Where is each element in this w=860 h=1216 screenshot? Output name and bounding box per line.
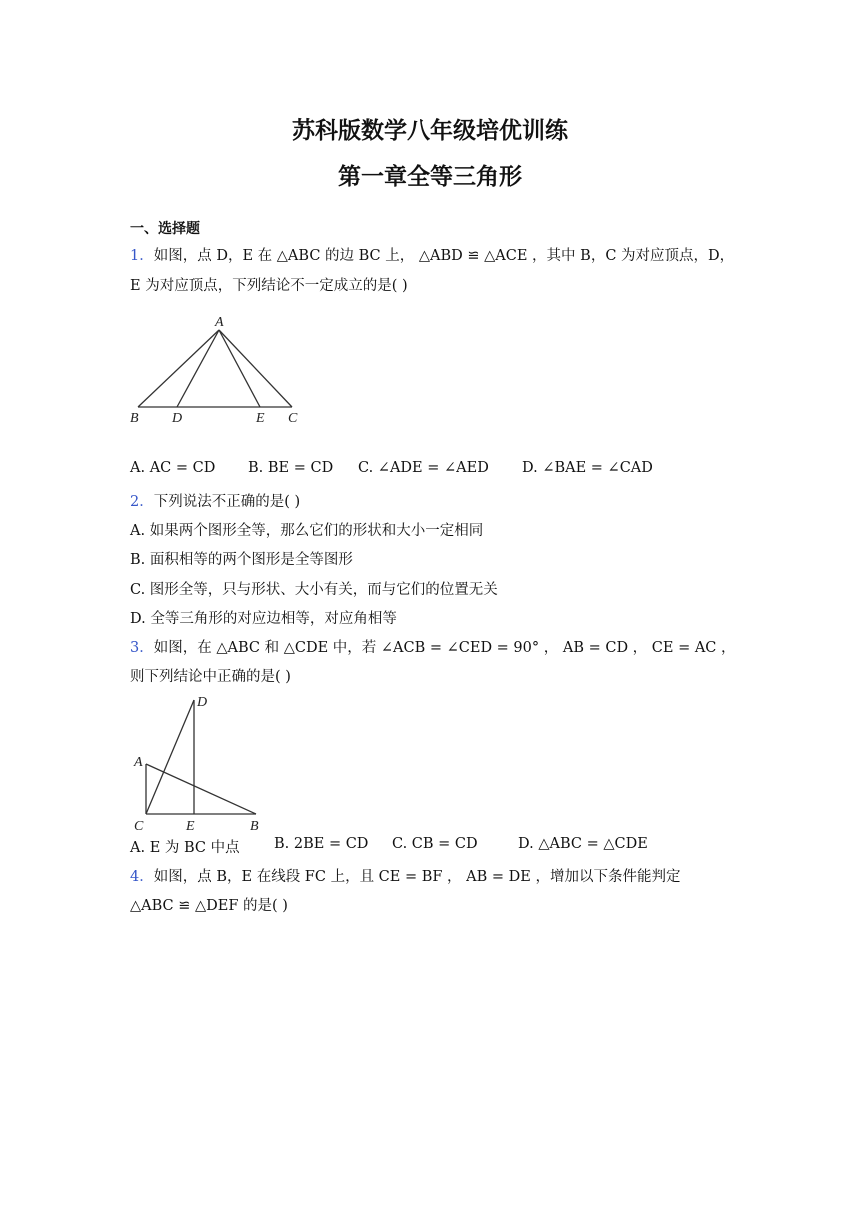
q2-line (130, 490, 300, 511)
q3-option-c: C. CB = CD (392, 836, 478, 852)
q1-option-a: A. AC = CD (130, 460, 216, 476)
q2-stem: 下列说法不正确的是( ) (153, 494, 301, 510)
q2-option-a: A. 如果两个图形全等，那么它们的形状和大小一定相同 (130, 523, 484, 539)
q1-label-b: B (130, 411, 139, 426)
q1-option-b: B. BE = CD (248, 460, 334, 476)
q3-label-c: C (134, 819, 144, 834)
q3-line1 (130, 636, 736, 657)
q3-stem-2: 则下列结论中正确的是( ) (130, 669, 291, 685)
q2-option-c: C. 图形全等，只与形状、大小有关，而与它们的位置无关 (130, 582, 498, 598)
q1-stem-1: 如图，点 D，E 在 △ABC 的边 BC 上， △ABD ≌ △ACE ，其中 B，C 为对应顶点，D， (153, 248, 735, 264)
q1-label-d: D (172, 411, 183, 426)
q3-option-b: B. 2BE = CD (274, 836, 369, 852)
q3-number: 3． (130, 640, 154, 656)
q2-option-b: B. 面积相等的两个图形是全等图形 (130, 552, 353, 568)
q3-label-a: A (134, 755, 143, 770)
q3-label-e: E (186, 819, 195, 834)
q3-stem-1: 如图，在 △ABC 和 △CDE 中，若 ∠ACB = ∠CED = 90° ， AB = CD ， CE = AC ， (153, 640, 736, 656)
q4-stem-1: 如图，点 B，E 在线段 FC 上，且 CE = BF ， AB = DE ，增加以下条件能判定 (153, 869, 681, 885)
section-heading: 一、选择题 (130, 221, 200, 237)
q1-label-a: A (215, 315, 224, 330)
q3-option-d: D. △ABC = △CDE (518, 836, 648, 852)
q3-option-a: A. E 为 BC 中点 (130, 840, 240, 856)
q1-option-d: D. ∠BAE = ∠CAD (522, 460, 653, 476)
q1-label-e: E (256, 411, 265, 426)
q1-number: 1． (130, 248, 154, 264)
q1-figure (124, 312, 314, 430)
q1-stem-2: E 为对应顶点，下列结论不一定成立的是( ) (130, 278, 408, 294)
q1-option-c: C. ∠ADE = ∠AED (358, 460, 489, 476)
q2-option-d: D. 全等三角形的对应边相等，对应角相等 (130, 611, 397, 627)
q3-label-b: B (250, 819, 259, 834)
q3-figure (126, 690, 276, 834)
q4-line1 (130, 865, 680, 886)
q2-number: 2． (130, 494, 154, 510)
q3-label-d: D (197, 695, 208, 710)
chapter-title: 第一章全等三角形 (338, 164, 522, 190)
page-title: 苏科版数学八年级培优训练 (292, 118, 568, 144)
q1-line1 (130, 244, 734, 265)
q1-label-c: C (288, 411, 298, 426)
q4-stem-2: △ABC ≌ △DEF 的是( ) (130, 898, 288, 914)
q4-number: 4． (130, 869, 154, 885)
